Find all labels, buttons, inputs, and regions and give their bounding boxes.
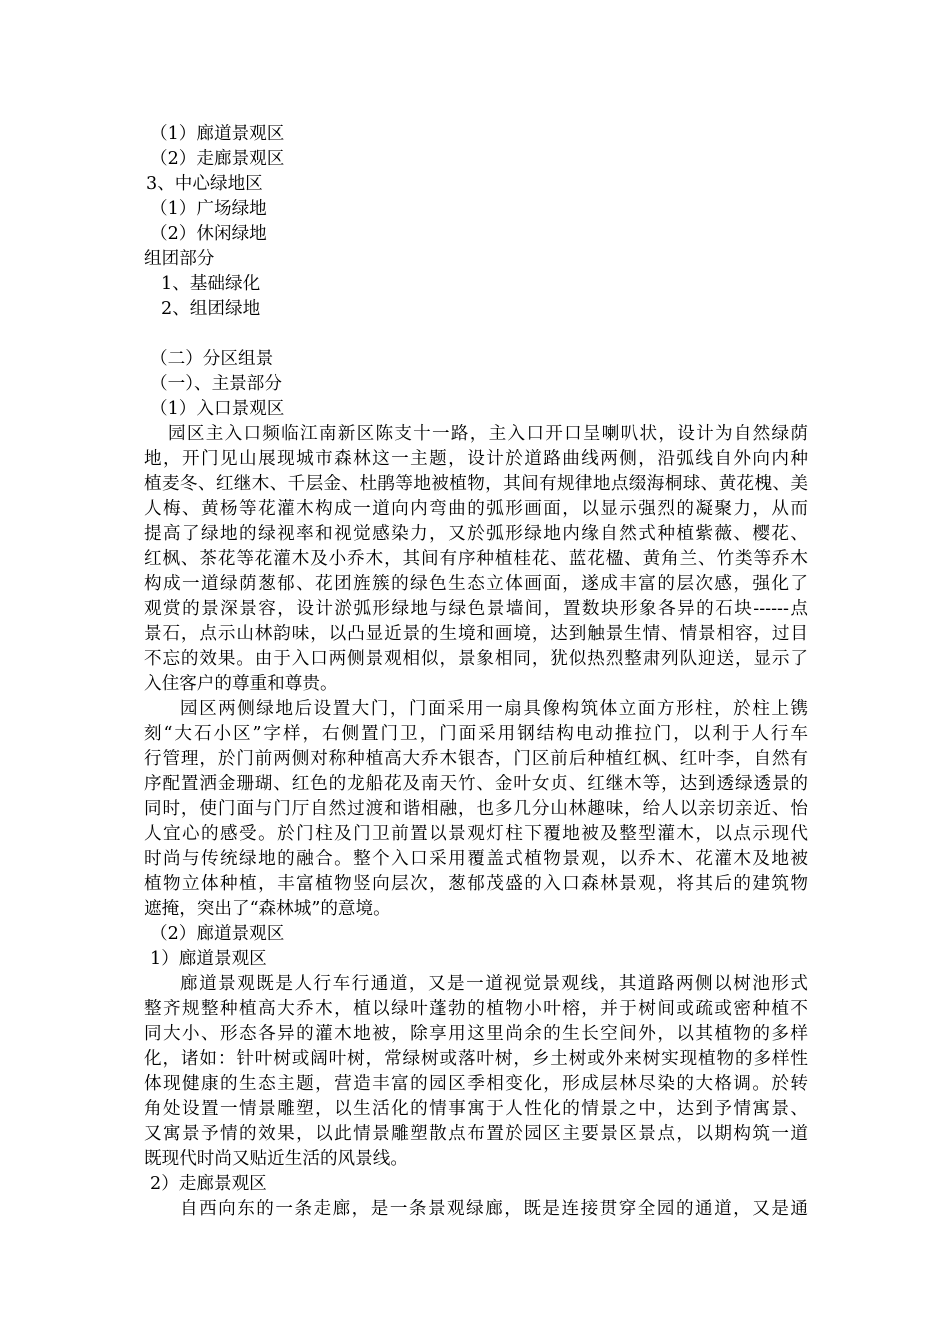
section-heading: （二）分区组景 xyxy=(150,349,274,369)
paragraph-line: 时尚与传统绿地的融合。整个入口采用覆盖式植物景观，以乔木、花灌木及地被 xyxy=(144,849,808,869)
outline-item: 2、组团绿地 xyxy=(161,299,261,319)
paragraph-line: 既现代时尚又贴近生活的风景线。 xyxy=(144,1149,408,1169)
paragraph-line: 景石，点示山林韵味，以凸显近景的生境和画境，达到触景生情、情景相容，过目 xyxy=(144,624,808,644)
paragraph-line: 廊道景观既是人行车行通道，又是一道视觉景观线，其道路两侧以树池形式 xyxy=(180,974,808,994)
subsection-heading: 2）走廊景观区 xyxy=(150,1174,267,1194)
subsection-heading: 1）廊道景观区 xyxy=(150,949,267,969)
blank-line xyxy=(144,322,808,347)
outline-item: （1）廊道景观区 xyxy=(150,124,285,144)
paragraph-line: 构成一道绿荫葱郁、花团旌簇的绿色生态立体画面，遂成丰富的层次感，强化了 xyxy=(144,574,808,594)
paragraph-line: 提高了绿地的绿视率和视觉感染力，又於弧形绿地内缘自然式种植紫薇、樱花、 xyxy=(144,524,808,544)
outline-item: （1）广场绿地 xyxy=(150,199,267,219)
section-heading: （一）、主景部分 xyxy=(150,374,282,394)
paragraph-line: 行管理，於门前两侧对称种植高大乔木银杏，门区前后种植红枫、红叶李，自然有 xyxy=(144,749,808,769)
paragraph-line: 体现健康的生态主题，营造丰富的园区季相变化，形成层林尽染的大格调。於转 xyxy=(144,1074,808,1094)
paragraph-line: 地，开门见山展现城市森林这一主题，设计於道路曲线两侧，沿弧线自外向内种 xyxy=(144,449,808,469)
document-body xyxy=(144,122,808,1222)
section-heading: 组团部分 xyxy=(144,249,215,269)
paragraph-line: 园区主入口频临江南新区陈支十一路，主入口开口呈喇叭状，设计为自然绿荫 xyxy=(168,424,808,444)
paragraph-line: 入住客户的尊重和尊贵。 xyxy=(144,674,338,694)
section-heading: 3、中心绿地区 xyxy=(146,174,263,194)
paragraph-line: 植物立体种植，丰富植物竖向层次，葱郁茂盛的入口森林景观，将其后的建筑物 xyxy=(144,874,808,894)
paragraph-line: 观赏的景深景容，设计淤弧形绿地与绿色景墙间，置数块形象各异的石块------点 xyxy=(144,599,808,619)
paragraph-line: 整齐规整种植高大乔木，植以绿叶蓬勃的植物小叶榕，并于树间或疏或密种植不 xyxy=(144,999,808,1019)
outline-item: （2）休闲绿地 xyxy=(150,224,267,244)
outline-item: （2）走廊景观区 xyxy=(150,149,285,169)
paragraph-line: 序配置洒金珊瑚、红色的龙船花及南天竹、金叶女贞、红继木等，达到透绿透景的 xyxy=(144,774,808,794)
paragraph-line: 又寓景予情的效果，以此情景雕塑散点布置於园区主要景区景点，以期构筑一道 xyxy=(144,1124,808,1144)
paragraph-line: 红枫、茶花等花灌木及小乔木，其间有序种植桂花、蓝花楹、黄角兰、竹类等乔木 xyxy=(144,549,808,569)
paragraph-line: 遮掩，突出了“森林城”的意境。 xyxy=(144,899,391,919)
paragraph-line: 自西向东的一条走廊，是一条景观绿廊，既是连接贯穿全园的通道，又是通 xyxy=(180,1199,808,1219)
paragraph-line: 化，诸如：针叶树或阔叶树，常绿树或落叶树，乡土树或外来树实现植物的多样性 xyxy=(144,1049,808,1069)
paragraph-line: 同时，使门面与门厅自然过渡和谐相融，也多几分山林趣味，给人以亲切亲近、怡 xyxy=(144,799,808,819)
subsection-heading: （2）廊道景观区 xyxy=(150,924,285,944)
paragraph-line: 同大小、形态各异的灌木地被，除享用这里尚余的生长空间外，以其植物的多样 xyxy=(144,1024,808,1044)
paragraph-line: 不忘的效果。由于入口两侧景观相似，景象相同，犹似热烈整肃列队迎送，显示了 xyxy=(144,649,808,669)
paragraph-line: 刻“大石小区”字样，右侧置门卫，门面采用钢结构电动推拉门，以利于人行车 xyxy=(144,724,808,744)
paragraph-line: 人宜心的感受。於门柱及门卫前置以景观灯柱下覆地被及整型灌木，以点示现代 xyxy=(144,824,808,844)
paragraph-line: 人梅、黄杨等花灌木构成一道向内弯曲的弧形画面，以显示强烈的凝聚力，从而 xyxy=(144,499,808,519)
paragraph-line: 园区两侧绿地后设置大门，门面采用一扇具像构筑体立面方形柱，於柱上镌 xyxy=(180,699,808,719)
paragraph-line: 植麦冬、红继木、千层金、杜鹃等地被植物，其间有规律地点缀海桐球、黄花槐、美 xyxy=(144,474,808,494)
subsection-heading: （1）入口景观区 xyxy=(150,399,285,419)
paragraph-line: 角处设置一情景雕塑，以生活化的情事寓于人性化的情景之中，达到予情寓景、 xyxy=(144,1099,808,1119)
outline-item: 1、基础绿化 xyxy=(161,274,261,294)
